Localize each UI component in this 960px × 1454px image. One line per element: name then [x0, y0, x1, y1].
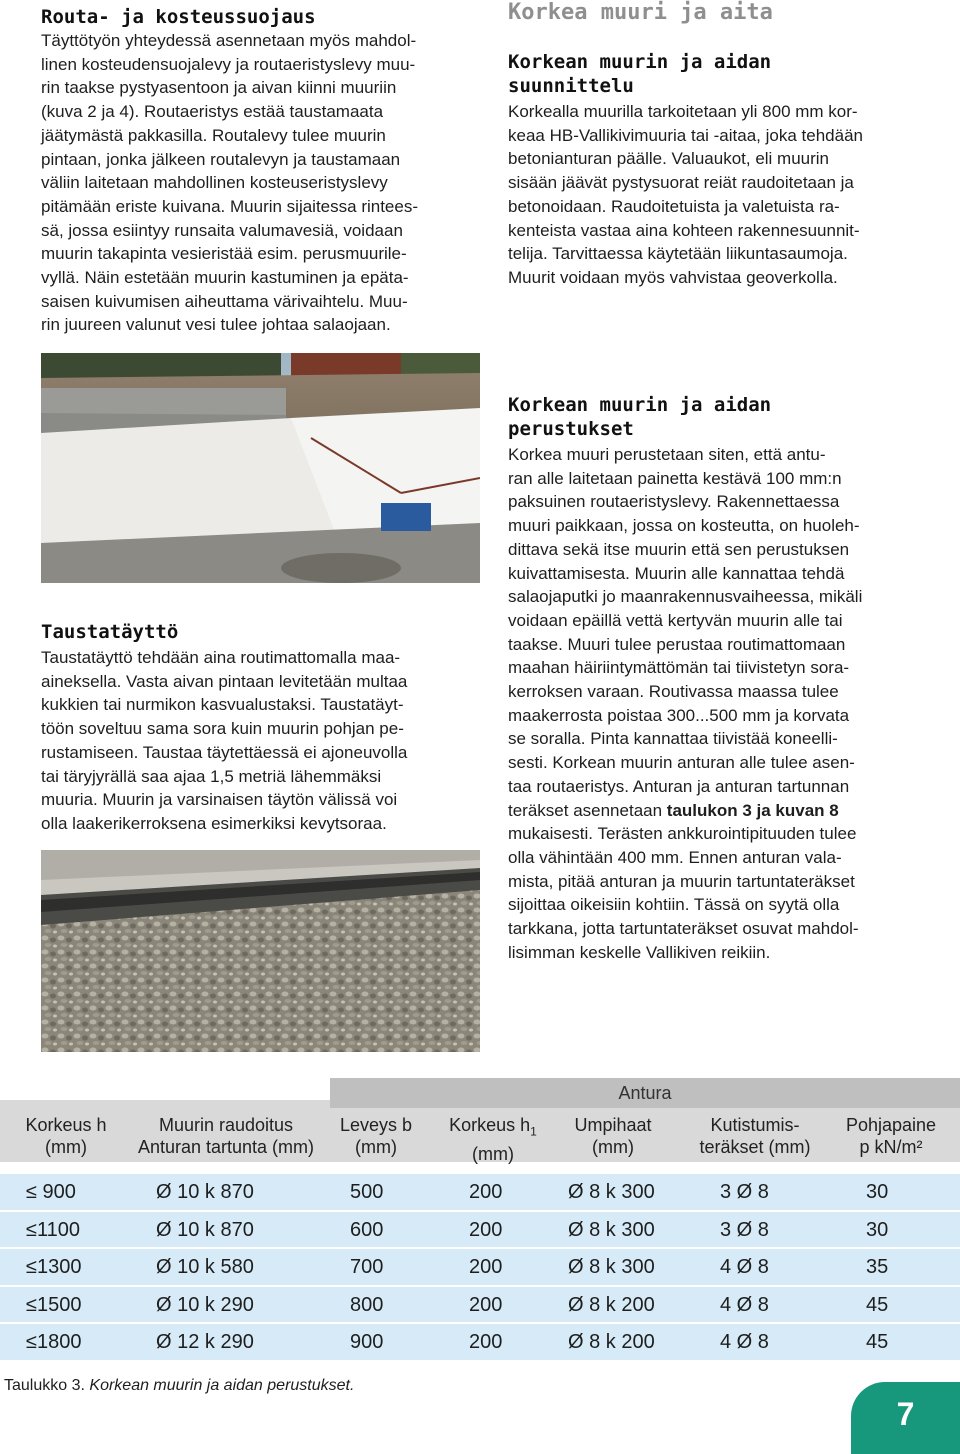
table-cell: 3 Ø 8: [720, 1218, 769, 1241]
text-line: betonianturan päälle. Valuaukot, eli muurin: [508, 149, 830, 169]
text-line: kuivattamisesta. Muurin alle kannattaa tehdä: [508, 563, 845, 583]
heading-frost-moisture: Routa- ja kosteussuojaus: [41, 6, 316, 28]
table-caption: [4, 1377, 354, 1395]
text-line: töön soveltuu sama sora kuin muurin pohjan pe-: [41, 719, 404, 739]
text-line: muuria. Muurin ja varsinaisen täytön välissä voi: [41, 790, 398, 810]
section-backfill: [41, 620, 481, 836]
header-label-line2: teräkset (mm): [699, 1137, 811, 1157]
text-line: muuri paikkaan, jossa on kosteutta, on huoleh-: [508, 516, 860, 536]
header-label-line2: Anturan tartunta (mm): [137, 1137, 315, 1157]
header-label-line1: Kutistumis-: [710, 1115, 800, 1135]
text-line: kukkien tai nurmikon kasvualustaksi. Taustatäyt-: [41, 695, 404, 715]
heading-planning-line2: suunnittelu: [508, 75, 634, 97]
table-cell: 800: [350, 1293, 384, 1316]
page-number-badge: [851, 1382, 960, 1454]
text-line: kenteista vastaa aina kohteen rakennesuunnit-: [508, 220, 860, 240]
header-label-line1: Umpihaat: [574, 1115, 652, 1135]
table-cell: 3 Ø 8: [720, 1181, 769, 1203]
paragraph-foundations-cont: [508, 822, 948, 964]
table-header-leveys: [328, 1114, 424, 1158]
text-line: mista, pitää anturan ja muurin tartuntateräkset: [508, 871, 855, 891]
photo-gravel-backfill: [41, 850, 480, 1052]
text-line: sesti. Korkean muurin anturan alle tulee asen-: [508, 753, 855, 773]
table-cell: 200: [469, 1256, 503, 1279]
text-line: ran alle laitetaan painetta kestävä 100 mm:n: [508, 468, 842, 488]
table-caption-prefix: Taulukko 3.: [4, 1377, 90, 1394]
table-cell: ≤1100: [26, 1218, 80, 1241]
table-cell: Ø 10 k 870: [156, 1218, 254, 1241]
header-label-line1: Korkeus h: [25, 1115, 107, 1135]
header-label-line2: (mm): [355, 1137, 397, 1157]
table-cell: ≤1500: [26, 1293, 82, 1316]
table-group-header: [330, 1078, 960, 1108]
table-cell: 45: [866, 1331, 889, 1354]
header-label-line1: Muurin raudoitus: [158, 1115, 294, 1135]
table-row: [0, 1212, 960, 1248]
table-header-korkeus-h1: [434, 1114, 552, 1165]
paragraph-backfill: [41, 646, 481, 836]
table-cell: Ø 8 k 300: [568, 1218, 655, 1241]
text-line: maakerrosta poistaa 300...500 mm ja korvata: [508, 705, 850, 725]
section-foundations: [508, 393, 948, 964]
table-cell: 4 Ø 8: [720, 1256, 769, 1279]
text-line: sijoittaa oikeisiin kohtiin. Tässä on syytä olla: [508, 895, 840, 915]
table-cell: ≤ 900: [26, 1181, 76, 1203]
heading-planning-line1: Korkean muurin ja aidan: [508, 51, 772, 73]
paragraph-foundations-bold-line: [508, 799, 948, 823]
heading-foundations: [508, 393, 948, 441]
text-line: sisään jäävät pystysuorat reiät raudoitetaan ja: [508, 173, 854, 193]
text-line: muurin takapinta vesieristää esim. perusmuurile-: [41, 244, 407, 264]
text-line: rustamiseen. Taustaa täytettäessä ei ajoneuvolla: [41, 742, 408, 762]
header-label-line2: (mm): [45, 1137, 87, 1157]
text-line: saisen kuivumisen aiheuttama värivaihtelu. Muu-: [41, 291, 408, 311]
table-cell: 45: [866, 1293, 889, 1316]
table-cell: 700: [350, 1256, 384, 1279]
text-line: olla vähintään 400 mm. Ennen anturan vala-: [508, 847, 842, 867]
text-line: Täyttötyön yhteydessä asennetaan myös mahdol-: [41, 31, 417, 50]
text-line: jäätymästä pakkasilla. Routalevy tulee muurin: [41, 125, 386, 145]
table-cell: Ø 8 k 200: [568, 1293, 655, 1316]
table-cell: 900: [350, 1331, 384, 1354]
table-row: [0, 1324, 960, 1360]
photo-wall-insulation: [41, 353, 480, 583]
table-header-kutistumis: [684, 1114, 826, 1158]
text-line: taa routaeristys. Anturan ja anturan tartunnan: [508, 776, 850, 796]
table-cell: 35: [866, 1256, 889, 1279]
header-label-text: Korkeus h: [449, 1115, 531, 1135]
table-cell: ≤1300: [26, 1256, 82, 1279]
text-line: rin taakse pystyasentoon ja aivan kiinni muuriin: [41, 78, 397, 98]
text-line: Korkealla muurilla tarkoitetaan yli 800 mm kor-: [508, 102, 858, 121]
text-line: lisimman keskelle Vallikiven reikiin.: [508, 942, 771, 962]
text-line: tarkkana, jotta tartuntateräkset osuvat mahdol-: [508, 919, 859, 939]
text-line: taakse. Muuri tulee perustaa routimattomaan: [508, 634, 846, 654]
text-line: maahan häiriintymättömän tai tiivistetyn sora-: [508, 658, 850, 678]
table-cell: Ø 10 k 870: [156, 1181, 254, 1203]
text-line: paksuinen routaeristyslevy. Rakennettaessa: [508, 492, 840, 512]
text-line: telija. Tarvittaessa käytetään liikuntasaumoja.: [508, 244, 848, 264]
page-number: 7: [896, 1396, 915, 1432]
table-row: [0, 1287, 960, 1323]
heading-backfill: Taustatäyttö: [41, 621, 179, 643]
table-header-korkeus: [10, 1114, 122, 1158]
table-cell: 200: [469, 1293, 503, 1316]
table-cell: Ø 8 k 300: [568, 1181, 655, 1203]
section-title-high-wall: Korkea muuri ja aita: [508, 0, 773, 25]
table-cell: 600: [350, 1218, 384, 1241]
table-header-umpihaat: [560, 1114, 666, 1158]
table-cell: 30: [866, 1218, 889, 1241]
text-line: voidaan epäillä vettä kertyvän muurin alle tai: [508, 610, 843, 630]
text-line: se soralla. Pinta kannattaa tiivistää koneelli-: [508, 729, 838, 749]
table-cell: 500: [350, 1181, 384, 1203]
text-line: pintaan, jonka jälkeen routalevyn ja taustamaan: [41, 149, 401, 169]
text-line: aineksella. Vasta aivan pintaan levitetään multaa: [41, 671, 408, 691]
paragraph-foundations: [508, 443, 948, 799]
table-cell: 30: [866, 1181, 889, 1203]
text-line: dittava sekä itse muurin että sen perustuksen: [508, 539, 850, 559]
table-header-pohjapaine: [832, 1114, 950, 1158]
text-line: Taustatäyttö tehdään aina routimattomalla maa-: [41, 648, 401, 667]
bold-line-prefix: teräkset asennetaan: [508, 800, 667, 820]
table-cell: Ø 10 k 580: [156, 1256, 254, 1279]
text-line: Muurit voidaan myös vahvistaa geoverkolla.: [508, 267, 838, 287]
header-label-line1: Leveys b: [339, 1115, 413, 1135]
header-label-line2: (mm): [592, 1137, 634, 1157]
heading-planning: [508, 50, 948, 98]
header-label-line1: Pohjapaine: [845, 1115, 937, 1135]
table-caption-italic: Korkean muurin ja aidan perustukset.: [89, 1377, 355, 1394]
section-frost-moisture: [41, 5, 481, 337]
table-cell: Ø 12 k 290: [156, 1331, 254, 1354]
bold-line-bold: taulukon 3 ja kuvan 8: [666, 800, 839, 820]
header-label-line2: p kN/m²: [859, 1137, 923, 1157]
text-line: salaojaputki jo maanrakennusvaiheessa, mikäli: [508, 587, 863, 607]
table-cell: 200: [469, 1331, 503, 1354]
table-cell: Ø 8 k 200: [568, 1331, 655, 1354]
text-line: vyllä. Näin estetään muurin kastuminen ja epäta-: [41, 268, 409, 288]
table-header-raudoitus: [118, 1114, 334, 1158]
text-line: pitämään eriste kuivana. Muurin sijaitessa rintees-: [41, 196, 419, 216]
table-group-header-label: Antura: [618, 1083, 672, 1103]
section-high-wall: [508, 0, 948, 290]
table-cell: Ø 10 k 290: [156, 1293, 254, 1316]
table-cell: 200: [469, 1181, 503, 1203]
table-cell: 200: [469, 1218, 503, 1241]
heading-foundations-line2: perustukset: [508, 418, 634, 440]
text-line: linen kosteudensuojalevy ja routaeristyslevy muu-: [41, 54, 416, 74]
header-label-sub: 1: [530, 1124, 537, 1139]
text-line: mukaisesti. Terästen ankkurointipituuden tulee: [508, 824, 857, 844]
paragraph-planning: [508, 100, 948, 290]
text-line: betonoidaan. Raudoitetuista ja valetuista ra-: [508, 196, 840, 216]
table-row: [0, 1249, 960, 1285]
table-row: [0, 1174, 960, 1210]
heading-foundations-line1: Korkean muurin ja aidan: [508, 394, 772, 416]
header-label-line2: (mm): [472, 1143, 514, 1164]
text-line: olla laakerikerroksena esimerkiksi kevytsoraa.: [41, 813, 387, 833]
text-line: sä, jossa esiintyy runsaita valumavesiä, voidaan: [41, 220, 403, 240]
text-line: tai täryjyrällä saa ajaa 1,5 metriä lähemmäksi: [41, 766, 382, 786]
table-cell: 4 Ø 8: [720, 1331, 769, 1354]
text-line: keaa HB-Vallikivimuuria tai -aitaa, joka tehdään: [508, 125, 863, 145]
text-line: rin juureen valunut vesi tulee johtaa salaojaan.: [41, 315, 391, 335]
text-line: Korkea muuri perustetaan siten, että antu-: [508, 445, 826, 464]
table-cell: ≤1800: [26, 1331, 82, 1354]
header-label-line1: [434, 1114, 552, 1143]
table-cell: Ø 8 k 300: [568, 1256, 655, 1279]
text-line: väliin laitetaan mahdollinen kosteuseristyslevy: [41, 173, 388, 193]
table-cell: 4 Ø 8: [720, 1293, 769, 1316]
text-line: (kuva 2 ja 4). Routaeristys estää taustamaata: [41, 102, 384, 122]
paragraph-frost-moisture: [41, 29, 481, 337]
text-line: kerroksen varaan. Routivassa maassa tulee: [508, 682, 839, 702]
